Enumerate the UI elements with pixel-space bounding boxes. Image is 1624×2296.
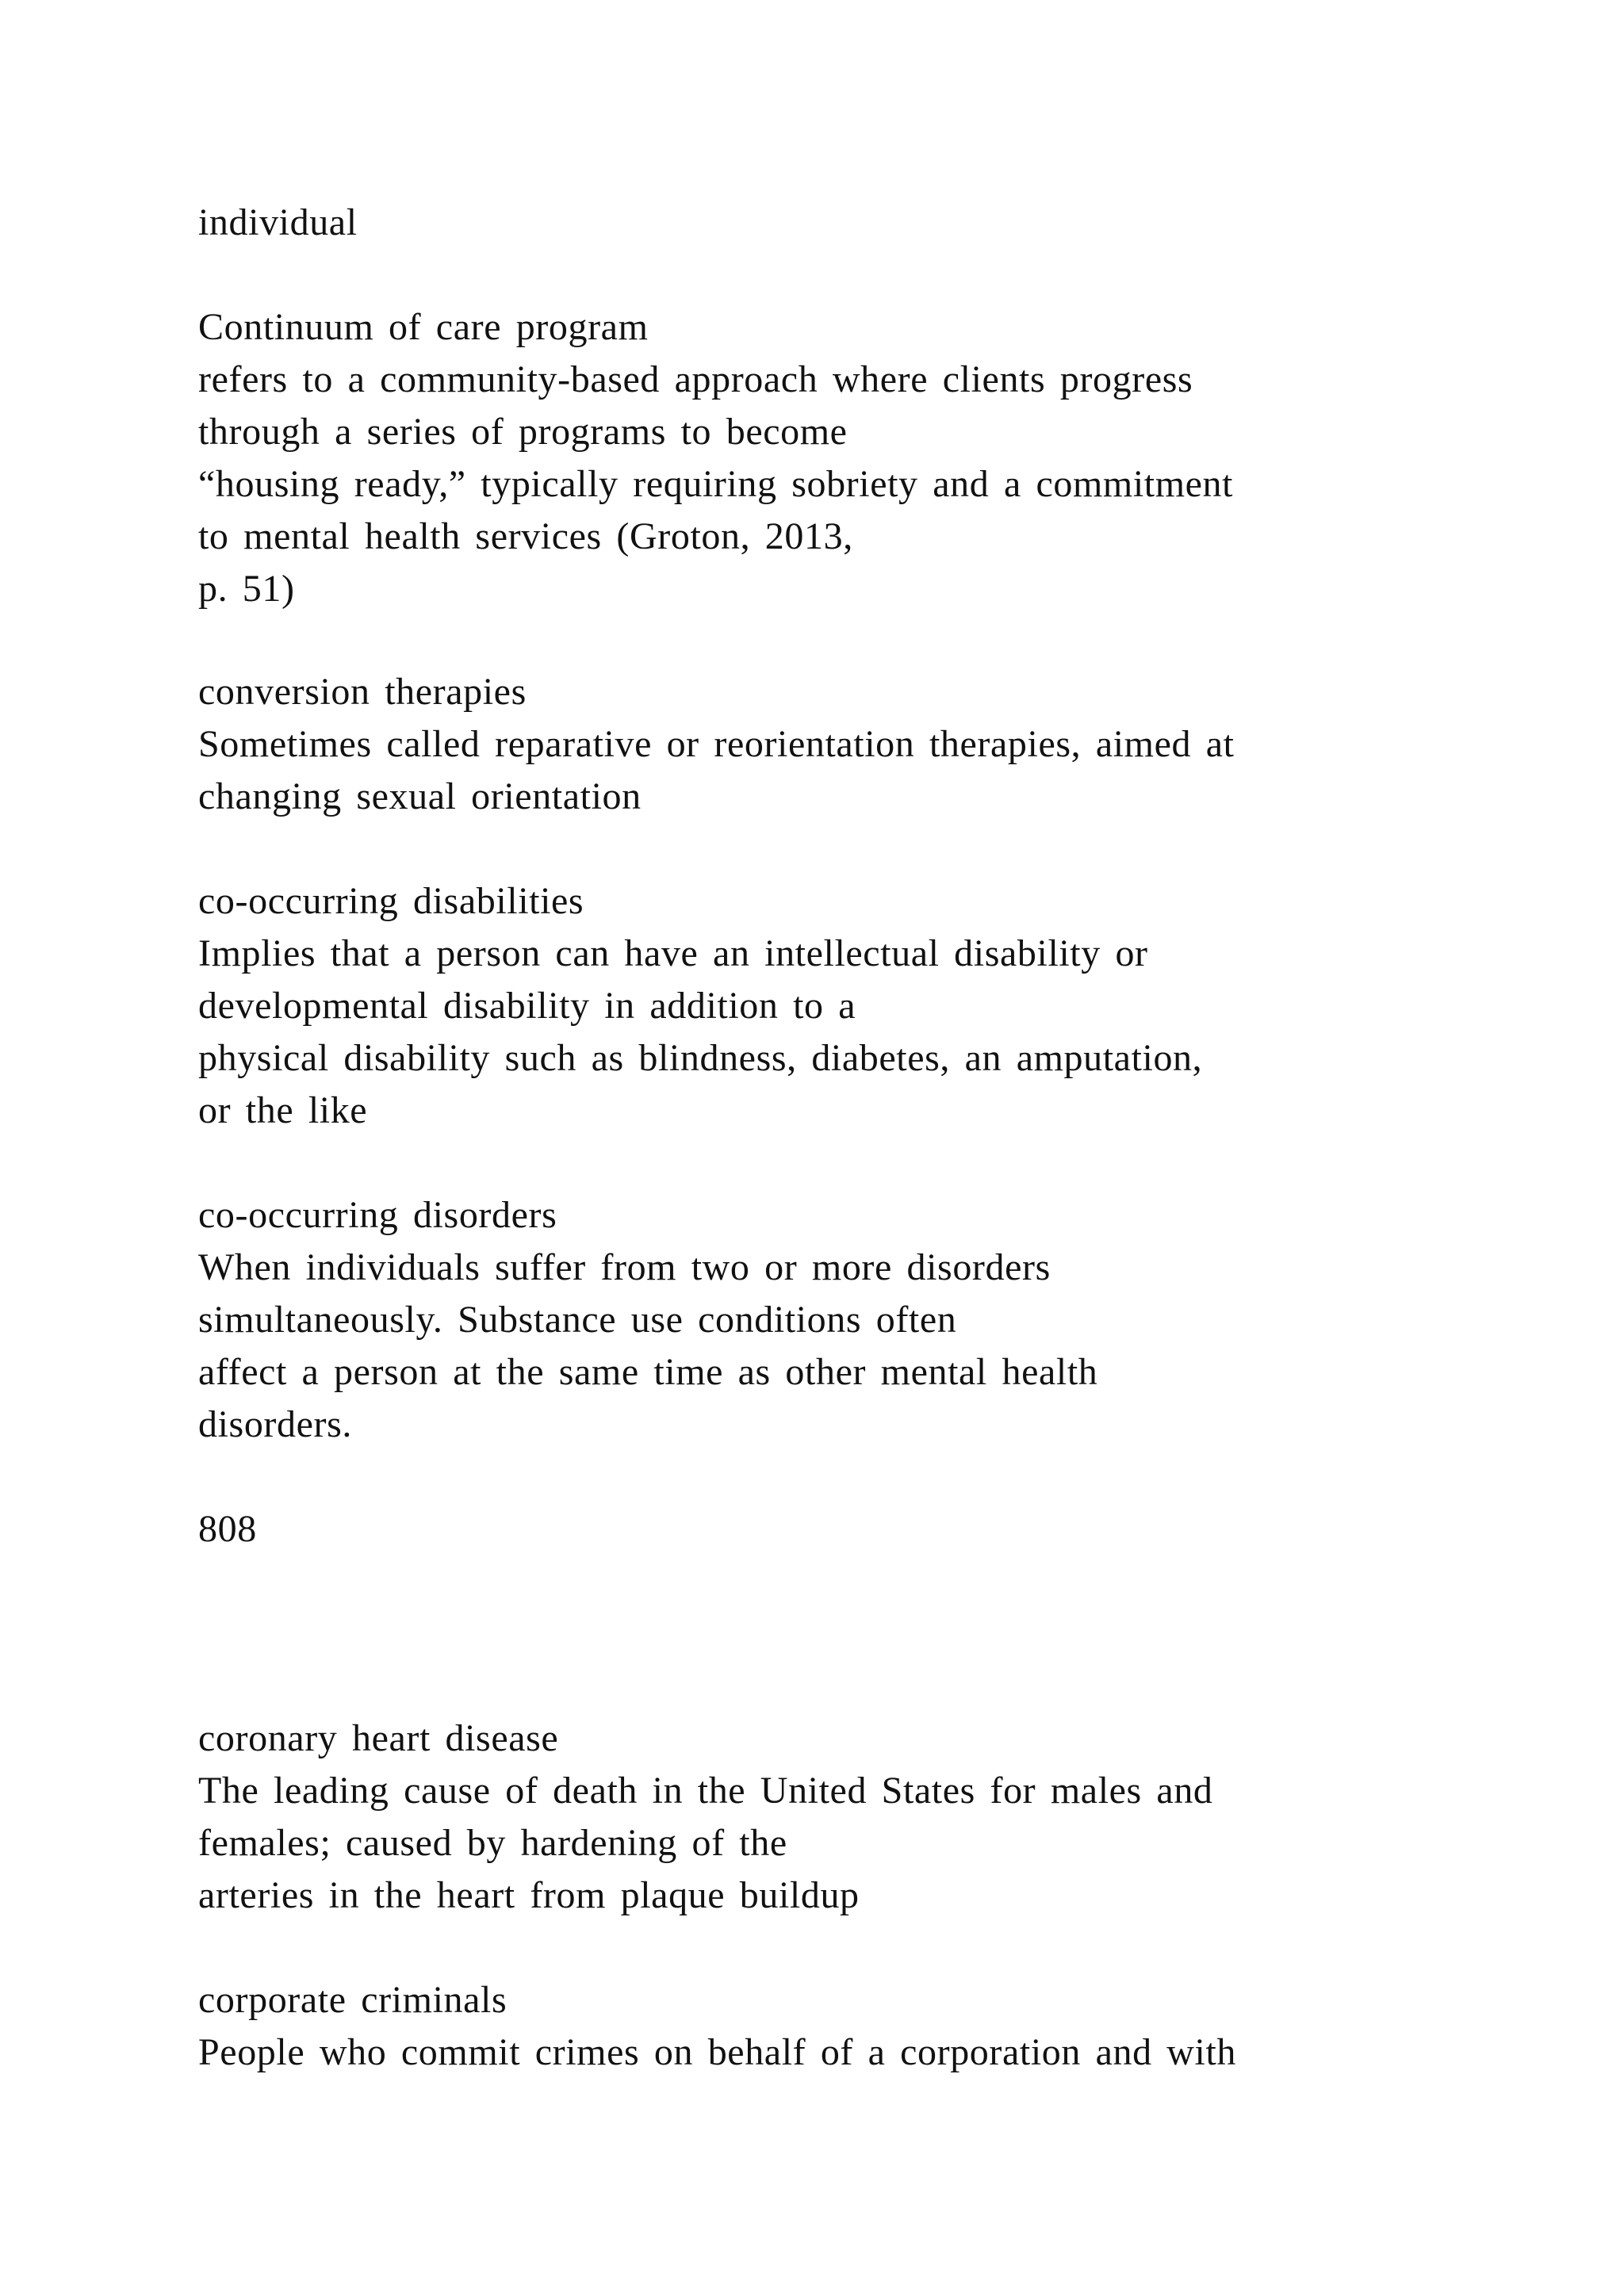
term-corporate-criminals: corporate criminals bbox=[198, 1979, 508, 2021]
term-conversion-therapies: conversion therapies bbox=[198, 671, 527, 713]
term-coronary-heart-disease: coronary heart disease bbox=[198, 1717, 559, 1759]
definition-line: females; caused by hardening of the bbox=[198, 1822, 787, 1864]
definition-line: or the like bbox=[198, 1089, 368, 1131]
definition-line: Sometimes called reparative or reorientation therapies, aimed at bbox=[198, 723, 1235, 765]
definition-line: “housing ready,” typically requiring sobriety and a commitment bbox=[198, 463, 1234, 505]
term-continuum-of-care: Continuum of care program bbox=[198, 306, 649, 348]
definition-line: physical disability such as blindness, diabetes, an amputation, bbox=[198, 1037, 1203, 1079]
definition-line: developmental disability in addition to a bbox=[198, 985, 856, 1027]
definition-line: When individuals suffer from two or more disorders bbox=[198, 1246, 1051, 1288]
term-co-occurring-disorders: co-occurring disorders bbox=[198, 1194, 557, 1236]
definition-line: through a series of programs to become bbox=[198, 411, 848, 453]
definition-line: refers to a community-based approach where clients progress bbox=[198, 358, 1193, 400]
term-individual: individual bbox=[198, 201, 358, 243]
definition-line: simultaneously. Substance use conditions often bbox=[198, 1299, 957, 1341]
definition-line: arteries in the heart from plaque buildup bbox=[198, 1874, 860, 1916]
definition-line: The leading cause of death in the United States for males and bbox=[198, 1770, 1213, 1812]
definition-line: p. 51) bbox=[198, 568, 295, 610]
definition-line: disorders. bbox=[198, 1403, 352, 1445]
definition-line: to mental health services (Groton, 2013, bbox=[198, 515, 853, 557]
term-co-occurring-disabilities: co-occurring disabilities bbox=[198, 880, 584, 922]
definition-line: People who commit crimes on behalf of a corporation and with bbox=[198, 2031, 1237, 2073]
page-number: 808 bbox=[198, 1508, 257, 1550]
definition-line: changing sexual orientation bbox=[198, 775, 642, 817]
definition-line: Implies that a person can have an intellectual disability or bbox=[198, 932, 1148, 974]
definition-line: affect a person at the same time as other mental health bbox=[198, 1351, 1098, 1393]
